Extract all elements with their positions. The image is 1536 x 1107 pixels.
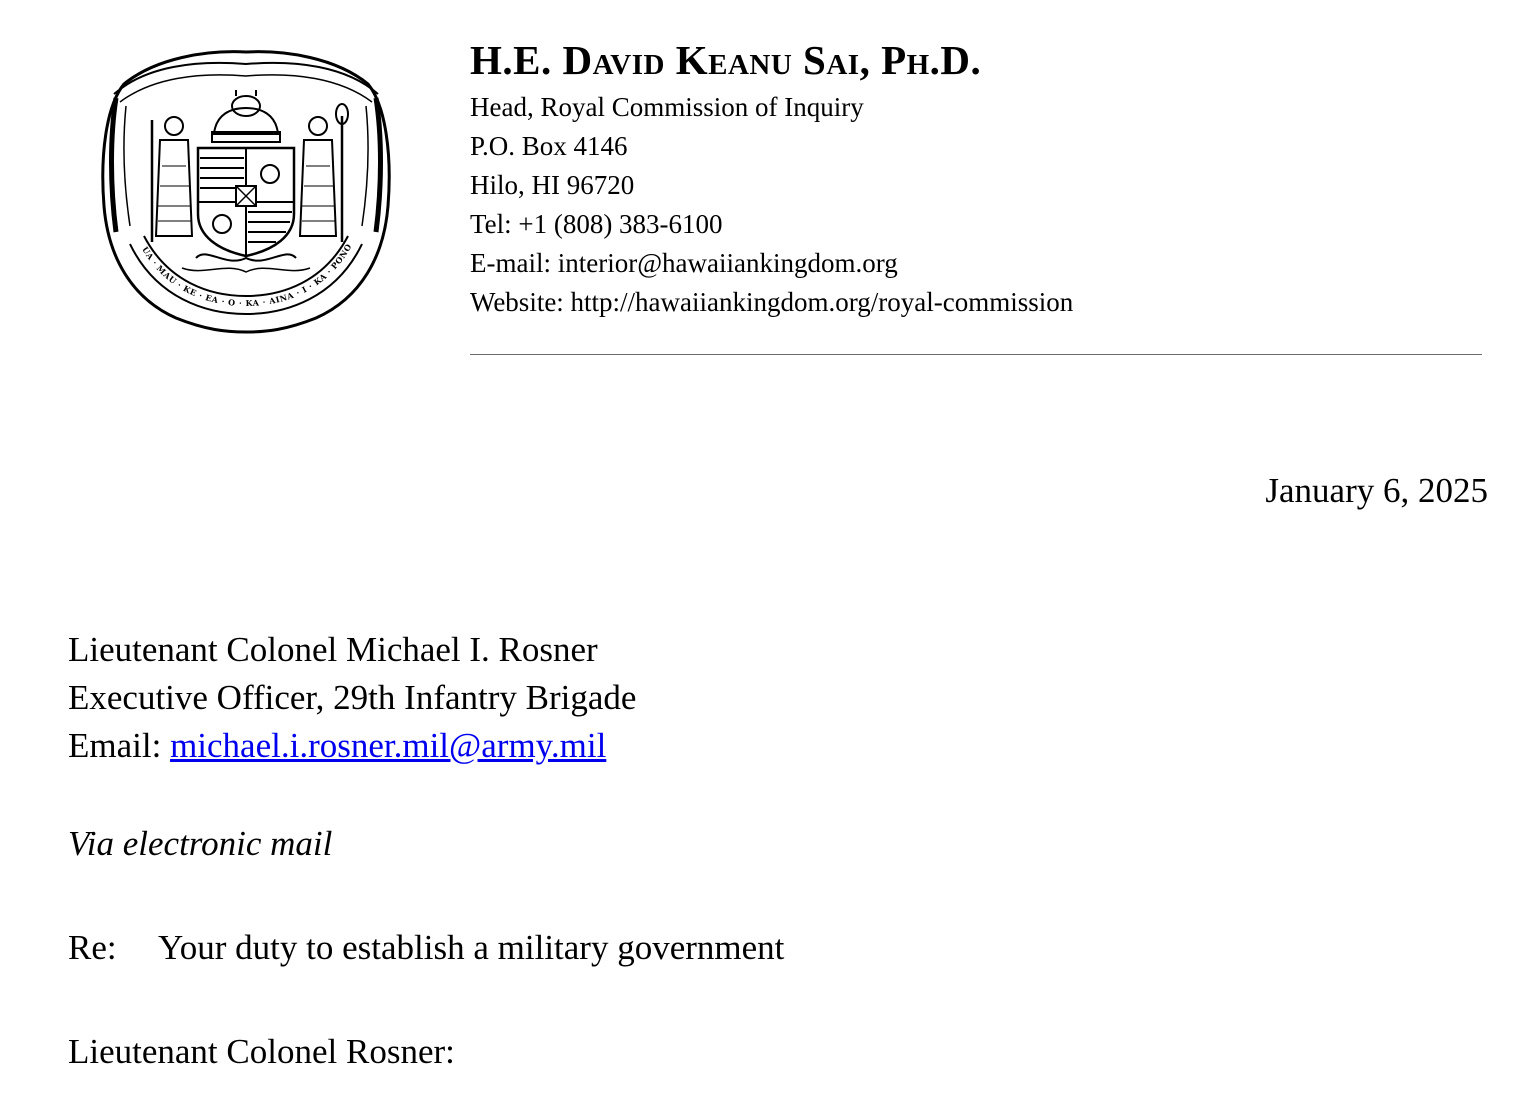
delivery-method: Via electronic mail	[68, 824, 333, 863]
subject-text: Your duty to establish a military government	[158, 928, 785, 967]
recipient-email-label: Email:	[68, 726, 171, 765]
sender-phone: Tel: +1 (808) 383-6100	[470, 209, 723, 239]
recipient-email-link[interactable]: michael.i.rosner.mil@army.mil	[170, 726, 607, 765]
letterhead	[470, 36, 1490, 322]
seal-motto: UA · MAU · KE · EA · O · KA · AINA · I · KA · PONO	[140, 241, 354, 309]
sender-title: Head, Royal Commission of Inquiry	[470, 92, 864, 122]
letterhead-divider	[470, 354, 1482, 355]
recipient-block	[68, 626, 636, 768]
letter-date: January 6, 2025	[1265, 471, 1488, 510]
coat-of-arms-seal	[86, 36, 406, 336]
recipient-title: Executive Officer, 29th Infantry Brigade	[68, 678, 637, 717]
sender-name: H.E. David Keanu Sai, Ph.D.	[470, 37, 982, 83]
sender-website: Website: http://hawaiiankingdom.org/royal-commission	[470, 287, 1074, 317]
sender-city: Hilo, HI 96720	[470, 170, 635, 200]
sender-email: E-mail: interior@hawaiiankingdom.org	[470, 248, 898, 278]
subject-label: Re:	[68, 928, 117, 967]
salutation: Lieutenant Colonel Rosner:	[68, 1032, 455, 1071]
subject-line	[68, 926, 784, 970]
recipient-name: Lieutenant Colonel Michael I. Rosner	[68, 630, 598, 669]
sender-po-box: P.O. Box 4146	[470, 131, 628, 161]
recipient-email-line	[68, 722, 636, 768]
